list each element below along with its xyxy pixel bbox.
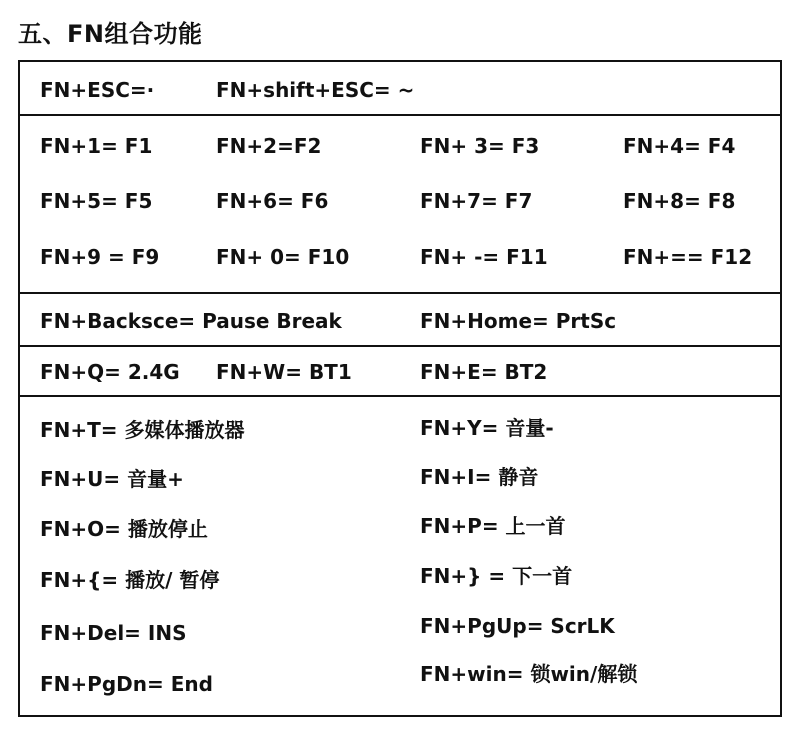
fn-key-item: FN+5= F5 [40, 189, 153, 213]
fn-key-item: FN+4= F4 [623, 134, 736, 158]
fn-home-item: FN+Home= PrtSc [420, 309, 617, 333]
fn-key-item: FN+9 = F9 [40, 245, 160, 269]
page-title: 五、FN组合功能 [18, 20, 203, 48]
fn-media-item: FN+win= 锁win/解锁 [420, 662, 638, 686]
fn-key-item: FN+8= F8 [623, 189, 736, 213]
fn-e-item: FN+E= BT2 [420, 360, 548, 384]
fn-key-item: FN+ -= F11 [420, 245, 548, 269]
fn-media-item: FN+} = 下一首 [420, 564, 573, 588]
fn-key-item: FN+ 0= F10 [216, 245, 350, 269]
fn-media-item: FN+Del= INS [40, 621, 187, 645]
fn-media-item: FN+O= 播放停止 [40, 517, 208, 541]
section-divider [20, 345, 780, 347]
section-divider [20, 292, 780, 294]
fn-media-item: FN+PgUp= ScrLK [420, 614, 615, 638]
fn-key-item: FN+ 3= F3 [420, 134, 540, 158]
fn-media-item: FN+Y= 音量- [420, 416, 554, 440]
fn-media-item: FN+U= 音量+ [40, 467, 184, 491]
fn-q-item: FN+Q= 2.4G [40, 360, 180, 384]
fn-shift-esc-item: FN+shift+ESC= ~ [216, 78, 415, 102]
fn-media-item: FN+T= 多媒体播放器 [40, 418, 245, 442]
fn-media-item: FN+I= 静音 [420, 465, 539, 489]
fn-combination-table [18, 60, 782, 717]
fn-esc-item: FN+ESC=· [40, 78, 155, 102]
fn-backspace-item: FN+Backsce= Pause Break [40, 309, 342, 333]
fn-key-item: FN+== F12 [623, 245, 753, 269]
fn-media-item: FN+PgDn= End [40, 672, 213, 696]
fn-key-item: FN+6= F6 [216, 189, 329, 213]
fn-key-item: FN+7= F7 [420, 189, 533, 213]
fn-key-item: FN+1= F1 [40, 134, 153, 158]
section-divider [20, 114, 780, 116]
section-divider [20, 395, 780, 397]
fn-w-item: FN+W= BT1 [216, 360, 352, 384]
fn-key-item: FN+2=F2 [216, 134, 322, 158]
fn-media-item: FN+P= 上一首 [420, 514, 566, 538]
fn-media-item: FN+{= 播放/ 暂停 [40, 568, 220, 592]
